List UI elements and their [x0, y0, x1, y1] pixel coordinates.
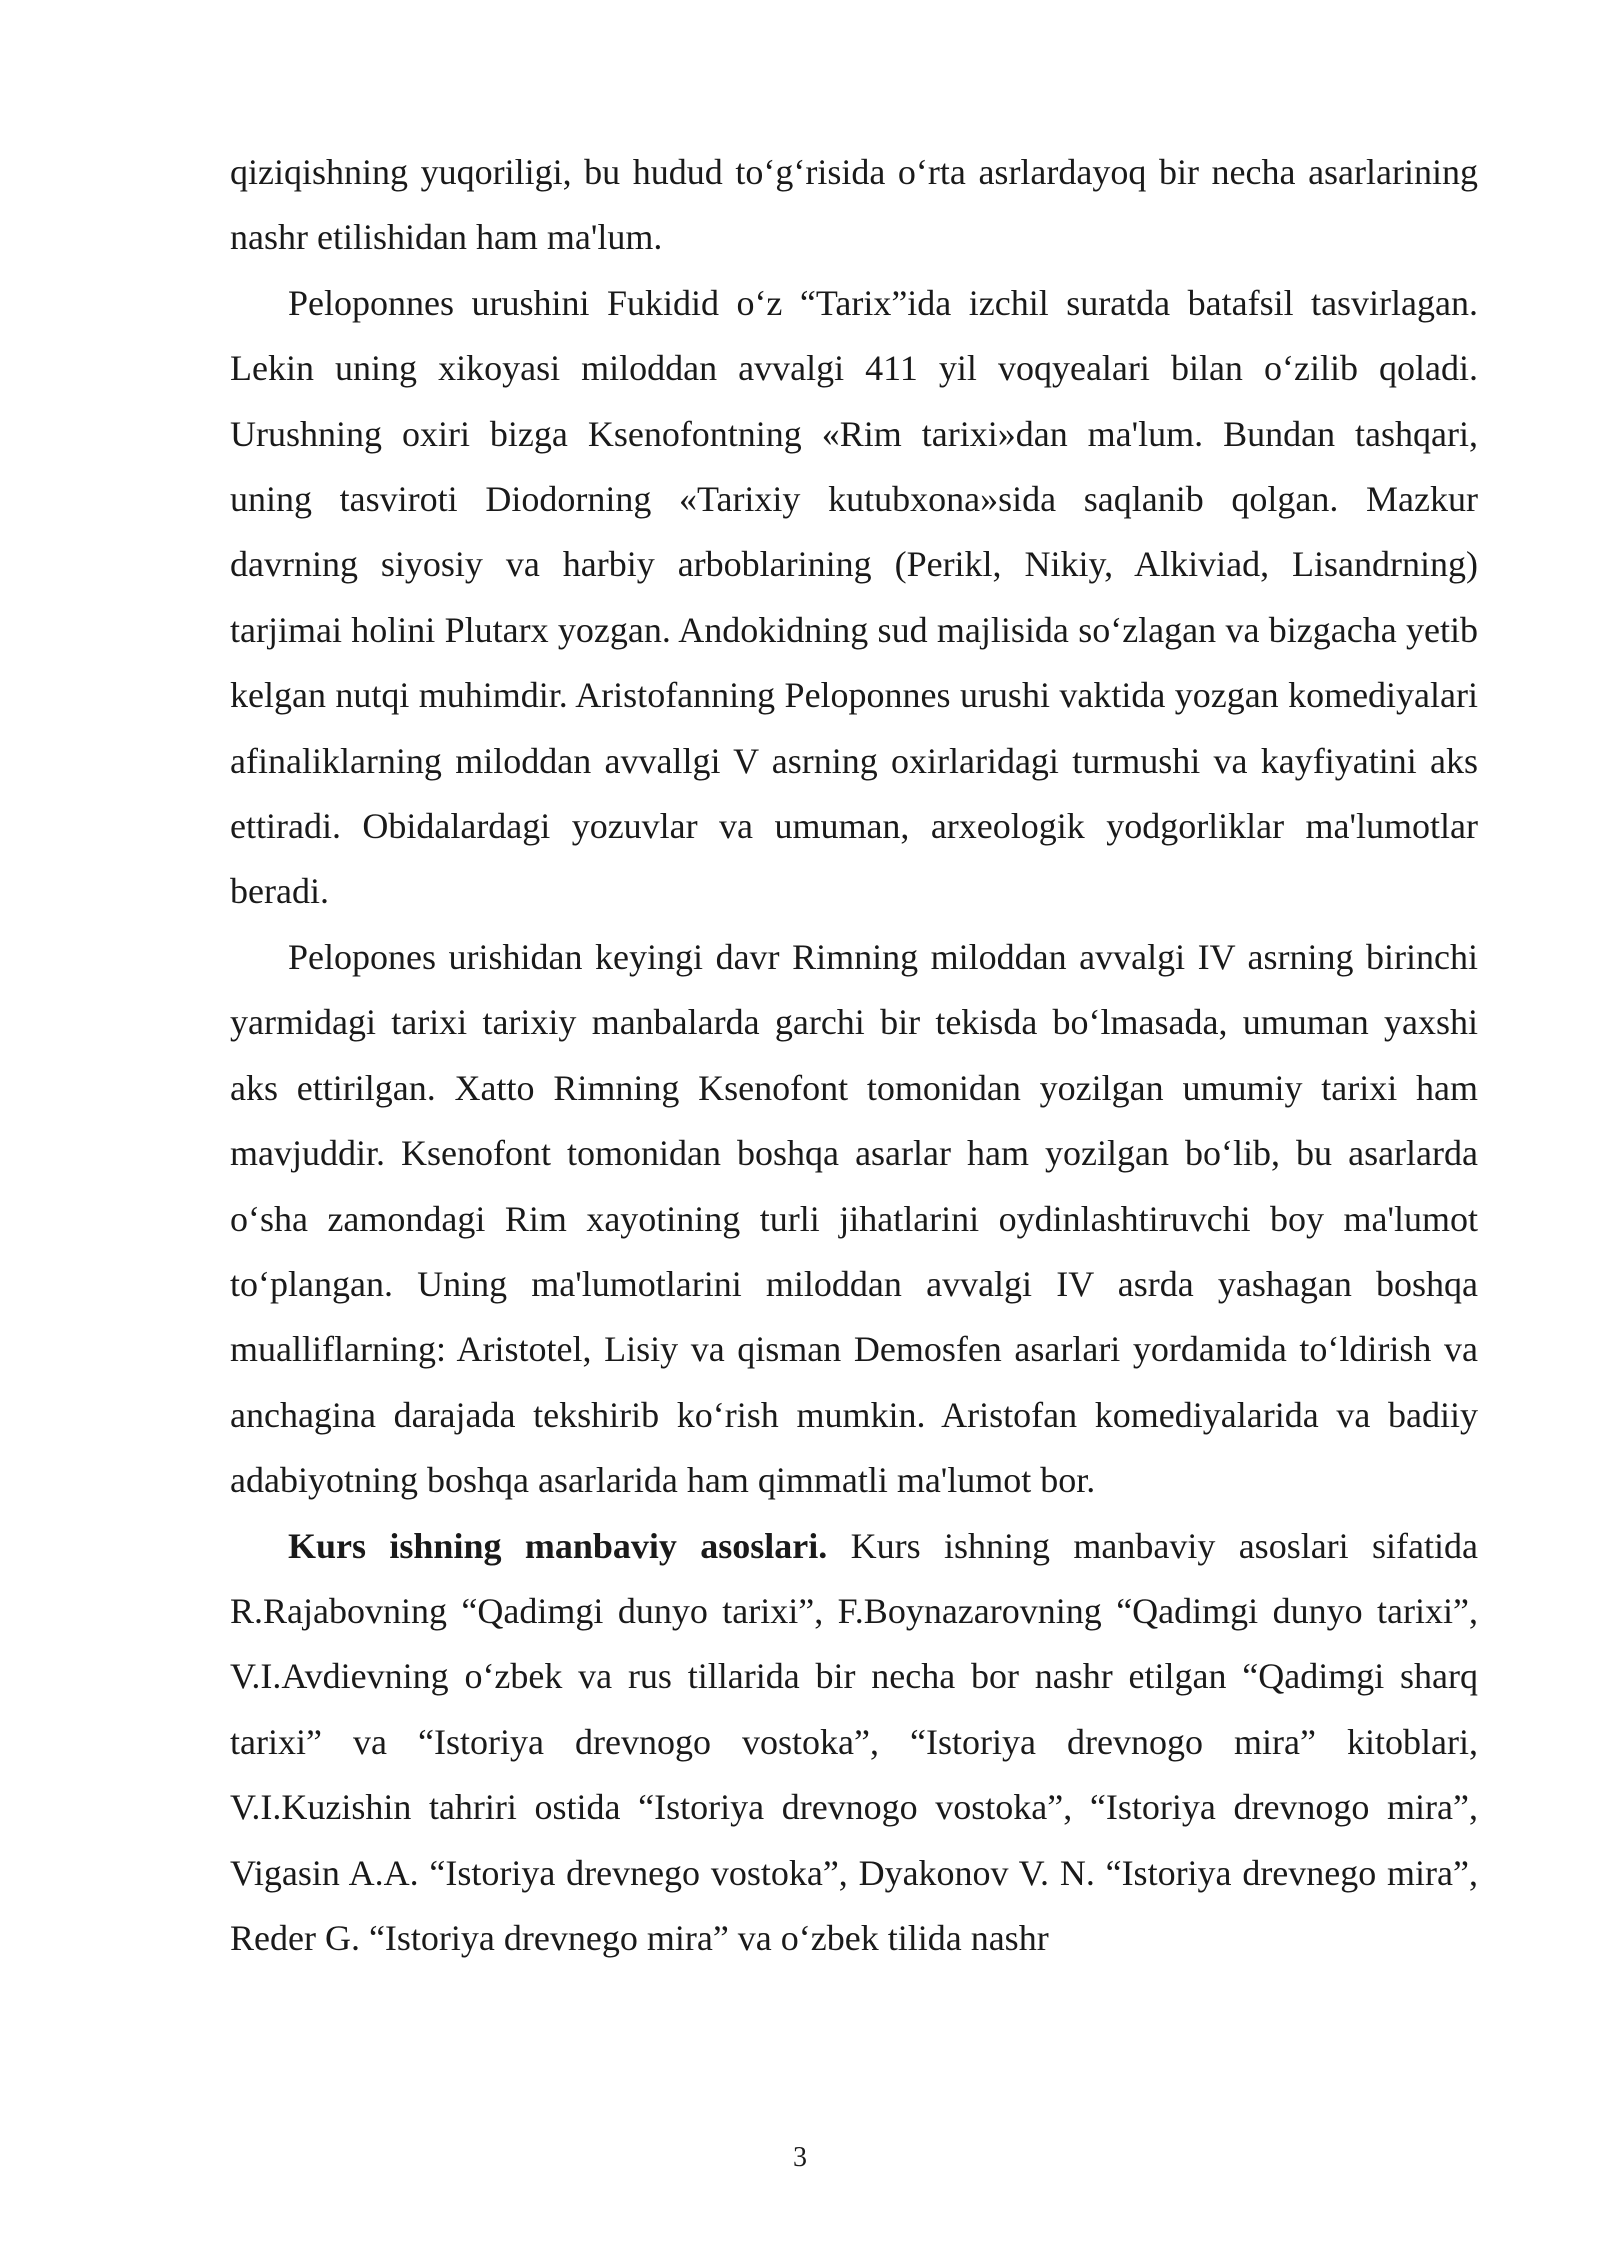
paragraph-peloponnes-war: Peloponnes urushini Fukidid o‘z “Tarix”ida izchil suratda batafsil tasvirlagan. Lekin uning xikoyasi miloddan avvalgi 411 yil voqyealari bilan o‘zilib qoladi. Urushning oxiri bizga Ksenofontning «Rim tarixi»dan ma'lum. Bundan tashqari, uning tasviroti Diodorning «Tarixiy kutubxona»sida saqlanib qolgan. Mazkur davrning siyosiy va harbiy arboblarining (Perikl, Nikiy, Alkiviad, Lisandrning) tarjimai holini Plutarx yozgan. Andokidning sud majlisida so‘zlagan va bizgacha yetib kelgan nutqi muhimdir. Aristofanning Peloponnes urushi vaktida yozgan komediyalari afinaliklarning miloddan avvallgi V asrning oxirlaridagi turmushi va kayfiyatini aks ettiradi. Obidalardagi yozuvlar va umuman, arxeologik yodgorliklar ma'lumotlar beradi.: [230, 282, 1478, 912]
paragraph-post-war-period: Pelopones urishidan keyingi davr Rimning miloddan avvalgi IV asrning birinchi yarmidagi tarixi tarixiy manbalarda garchi bir tekisda bo‘lmasada, umuman yaxshi aks ettirilgan. Xatto Rimning Ksenofont tomonidan yozilgan umumiy tarixi ham mavjuddir. Ksenofont tomonidan boshqa asarlar ham yozilgan bo‘lib, bu asarlarda o‘sha zamondagi Rim xayotining turli jihatlarini oydinlashtiruvchi boy ma'lumot to‘plangan. Uning ma'lumotlarini miloddan avvalgi IV asrda yashagan boshqa mualliflarning: Aristotel, Lisiy va qisman Demosfen asarlari yordamida to‘ldirish va anchagina darajada tekshirib ko‘rish mumkin. Aristofan komediyalarida va badiiy adabiyotning boshqa asarlarida ham qimmatli ma'lumot bor.: [230, 936, 1478, 1501]
page-number: 3: [793, 2142, 807, 2173]
document-page: [230, 140, 1478, 1971]
section-heading-inline: Kurs ishning manbaviy asoslari.: [288, 1525, 828, 1566]
paragraph-sources: [230, 1514, 1478, 1972]
paragraph-sources-text: Kurs ishning manbaviy asoslari sifatida R.Rajabovning “Qadimgi dunyo tarixi”, F.Boynazarovning “Qadimgi dunyo tarixi”, V.I.Avdievning o‘zbek va rus tillarida bir necha bor nashr etilgan “Qadimgi sharq tarixi” va “Istoriya drevnogo vostoka”, “Istoriya drevnogo mira” kitoblari, V.I.Kuzishin tahriri ostida “Istoriya drevnogo vostoka”, “Istoriya drevnogo mira”, Vigasin A.A. “Istoriya drevnego vostoka”, Dyakonov V. N. “Istoriya drevnego mira”, Reder G. “Istoriya drevnego mira” va o‘zbek tilida nashr: [230, 1525, 1479, 1958]
paragraph-continuation: qiziqishning yuqoriligi, bu hudud to‘g‘risida o‘rta asrlardayoq bir necha asarlarining nashr etilishidan ham ma'lum.: [230, 152, 1478, 258]
